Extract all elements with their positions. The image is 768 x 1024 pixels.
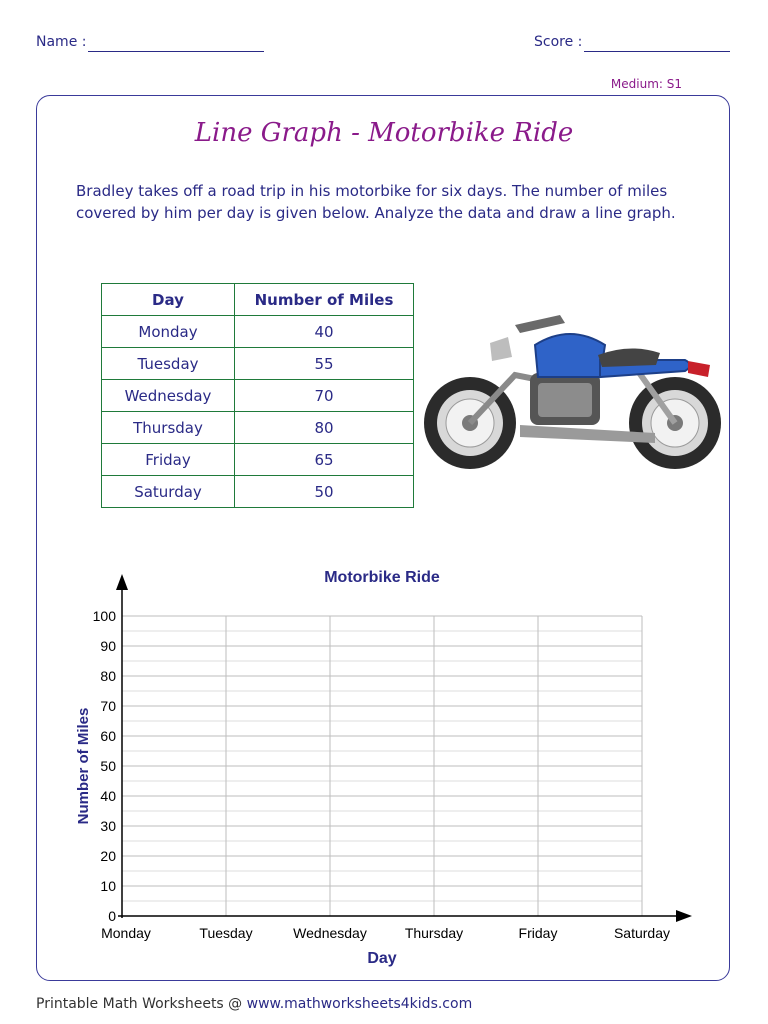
x-tick-label: Monday [101,925,151,941]
intro-text: Bradley takes off a road trip in his motorbike for six days. The number of miles covered by him per day is given below. Analyze the data and draw a line graph. [76,182,676,222]
y-tick-labels [93,608,117,924]
y-tick-label: 90 [100,638,116,654]
y-tick-label: 20 [100,848,116,864]
y-tick-label: 80 [100,668,116,684]
table-cell-miles: 80 [235,412,414,444]
y-tick-label: 70 [100,698,116,714]
x-tick-labels [101,925,670,941]
table-cell-day: Monday [102,316,235,348]
level-badge: Medium: S1 [610,77,682,91]
y-tick-label: 100 [92,608,116,624]
table-cell-day: Wednesday [102,380,235,412]
name-label: Name : [36,34,87,50]
footer-text: Printable Math Worksheets @ [36,996,247,1012]
table-cell-day: Saturday [102,476,235,508]
table-cell-miles: 70 [235,380,414,412]
table-header-day: Day [102,284,235,316]
footer-link[interactable]: www.mathworksheets4kids.com [246,996,473,1012]
table-cell-miles: 65 [235,444,414,476]
table-cell-miles: 55 [235,348,414,380]
x-tick-label: Tuesday [199,925,253,941]
y-axis-arrow [116,574,128,590]
x-tick-label: Friday [518,925,558,941]
y-tick-label: 50 [100,758,116,774]
grid [122,616,642,916]
table-cell-miles: 50 [235,476,414,508]
chart-title: Motorbike Ride [324,569,440,586]
y-tick-label: 10 [100,878,116,894]
x-axis-arrow [676,910,692,922]
y-tick-label: 0 [108,908,116,924]
table-cell-miles: 40 [235,316,414,348]
y-axis-label: Number of Miles [75,707,92,825]
y-tick-label: 60 [100,728,116,744]
x-tick-label: Saturday [613,925,671,941]
table-cell-day: Thursday [102,412,235,444]
score-label: Score : [534,34,583,50]
table-cell-day: Tuesday [102,348,235,380]
footer [36,996,472,1012]
y-tick-label: 30 [100,818,116,834]
table-cell-day: Friday [102,444,235,476]
worksheet-title: Line Graph - Motorbike Ride [194,118,574,148]
x-tick-label: Thursday [404,925,464,941]
y-tick-label: 40 [100,788,116,804]
x-axis-label: Day [367,950,397,967]
table-header-miles: Number of Miles [235,284,414,316]
x-tick-label: Wednesday [293,925,367,941]
